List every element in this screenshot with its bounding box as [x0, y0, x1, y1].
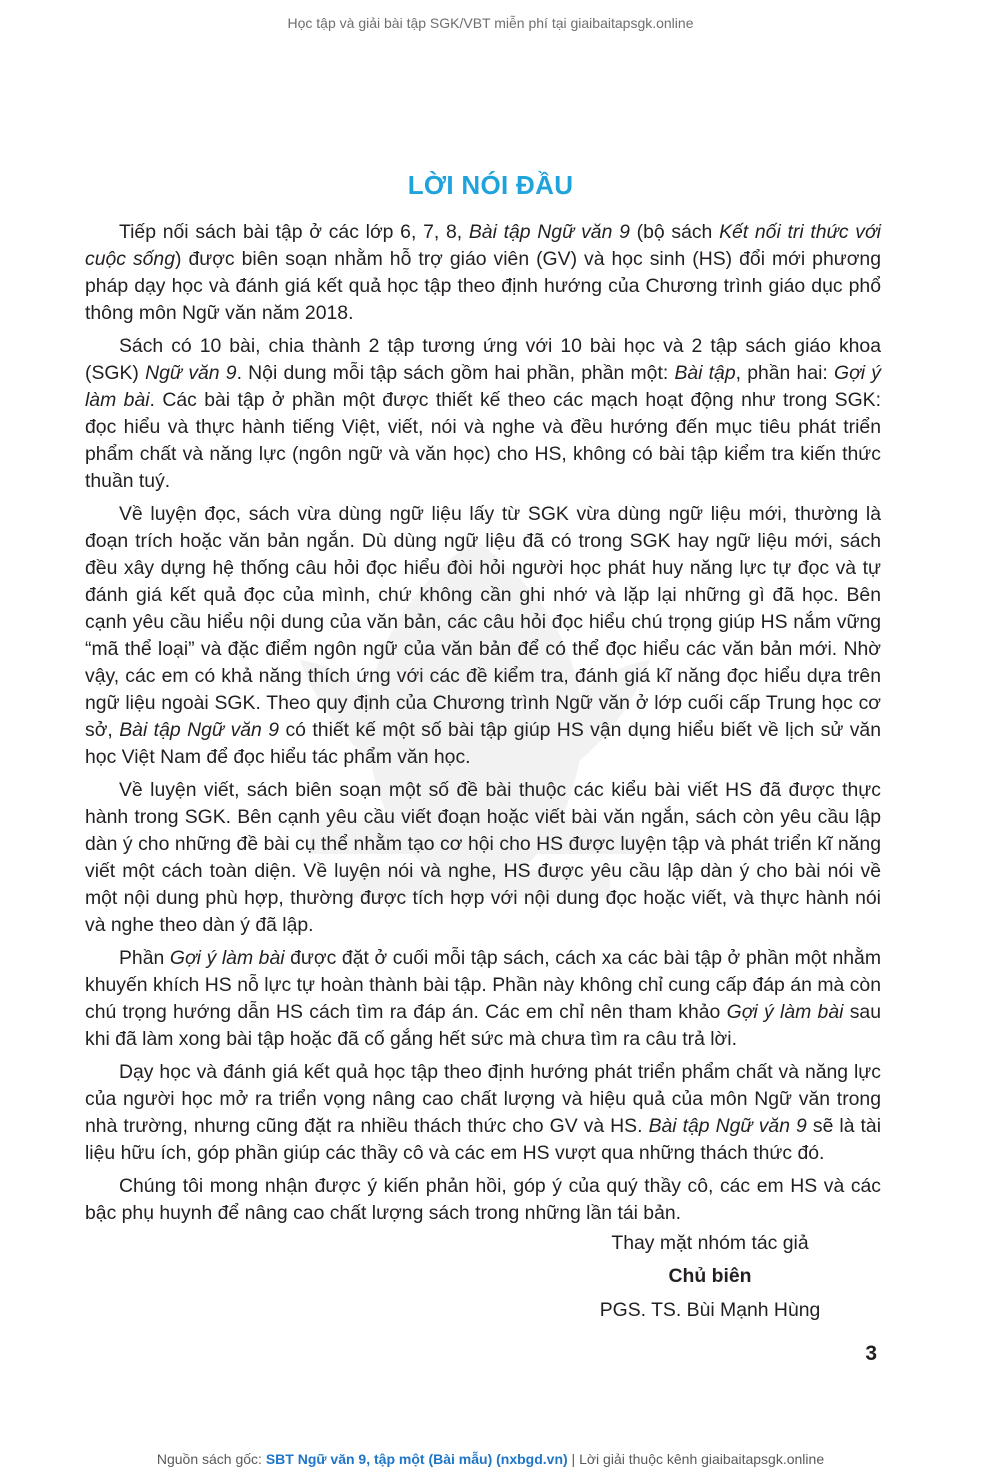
text-run: . Các bài tập ở phần một được thiết kế theo các mạch hoạt động như trong SGK: đọc hiểu và thực hành tiếng Việt, viết, nói và nghe và đều hướng đến mục tiêu phát triển phẩm chất và năng lực (ngôn ngữ và văn học) cho HS, không có bài tập kiểm tra kiến thức thuần tuý.	[85, 389, 882, 492]
footer-suffix: | Lời giải thuộc kênh giaibaitapsgk.online	[567, 1451, 825, 1467]
footer-prefix: Nguồn sách gốc:	[156, 1451, 266, 1467]
paragraph-7: Chúng tôi mong nhận được ý kiến phản hồi, góp ý của quý thầy cô, các em HS và các bậc phụ huynh để nâng cao chất lượng sách trong những lần tái bản.	[85, 1175, 881, 1224]
text-run: (bộ sách	[629, 221, 720, 243]
footer-source-link[interactable]: SBT Ngữ văn 9, tập một (Bài mẫu) (nxbgd.vn)	[265, 1451, 568, 1467]
italic-section-name: Bài tập	[674, 362, 736, 384]
italic-book-title: Ngữ văn 9	[145, 362, 237, 384]
text-run: Dạy học và đánh giá kết quả học tập theo định hướng phát triển phẩm chất và năng lực của người học mở ra triển vọng nâng cao chất lượng và hiệu quả của môn Ngữ văn trong nhà trường, nhưng cũng đặt ra nhiều thách thức cho GV và HS.	[85, 1061, 881, 1137]
signature-line-representative: Thay mặt nhóm tác giả	[611, 1232, 809, 1254]
text-run: ) được biên soạn nhằm hỗ trợ giáo viên (GV) và học sinh (HS) đổi mới phương pháp dạy học và đánh giá kết quả học tập theo định hướng của Chương trình giáo dục phổ thông môn Ngữ văn năm 2018.	[85, 248, 881, 324]
paragraph-6	[85, 1059, 881, 1167]
page-footer	[0, 1451, 981, 1467]
italic-section-name: Gợi ý làm bài	[85, 362, 881, 411]
text-run: Về luyện đọc, sách vừa dùng ngữ liệu lấy từ SGK vừa dùng ngữ liệu mới, thường là đoạn trích hoặc văn bản ngắn. Dù dùng ngữ liệu đã có trong SGK hay ngữ liệu mới, sách đều xây dựng hệ thống câu hỏi đọc hiểu đòi hỏi người học phát huy năng lực tự đọc và tự đánh giá kết quả đọc của mình, chứ không cần ghi nhớ và lặp lại những gì đã học. Bên cạnh yêu cầu hiểu nội dung của văn bản, các câu hỏi đọc hiểu chú trọng giúp HS nắm vững “mã thể loại” và đặc điểm ngôn ngữ của văn bản để có thể đọc hiểu các văn bản mới. Nhờ vậy, các em có khả năng thích ứng với các đề kiểm tra, đánh giá kĩ năng đọc hiểu dựa trên ngữ liệu ngoài SGK. Theo quy định của Chương trình Ngữ văn ở lớp cuối cấp Trung học cơ sở,	[85, 503, 881, 741]
text-run: Phần	[119, 947, 170, 969]
text-run: . Nội dung mỗi tập sách gồm hai phần, phần một:	[236, 362, 675, 384]
italic-section-name: Gợi ý làm bài	[726, 1001, 844, 1023]
text-run: sau khi đã làm xong bài tập hoặc đã cố gắng hết sức mà chưa tìm ra câu trả lời.	[85, 1001, 881, 1050]
paragraph-3	[85, 501, 881, 771]
italic-book-title: Bài tập Ngữ văn 9	[119, 719, 280, 741]
paragraph-5	[85, 945, 881, 1053]
page-header: Học tập và giải bài tập SGK/VBT miễn phí tại giaibaitapsgk.online	[287, 15, 694, 31]
text-run: Sách có 10 bài, chia thành 2 tập tương ứng với 10 bài học và 2 tập sách giáo khoa (SGK)	[85, 335, 881, 384]
italic-section-name: Gợi ý làm bài	[169, 947, 285, 969]
preface-body	[85, 219, 881, 1233]
text-run: có thiết kế một số bài tập giúp HS vận dụng hiểu biết về lịch sử văn học Việt Nam để đọc hiểu tác phẩm văn học.	[85, 719, 882, 768]
page-title: LỜI NÓI ĐẦU	[407, 170, 574, 200]
paragraph-2	[85, 333, 881, 495]
text-run: Tiếp nối sách bài tập ở các lớp 6, 7, 8,	[119, 221, 469, 243]
signature-line-role: Chủ biên	[668, 1265, 752, 1287]
paragraph-4: Về luyện viết, sách biên soạn một số đề bài thuộc các kiểu bài viết HS đã được thực hành trong SGK. Bên cạnh yêu cầu viết đoạn hoặc viết bài văn ngắn, sách còn yêu cầu lập dàn ý cho những đề bài cụ thể nhằm tạo cơ hội cho HS được luyện tập và phát triển kĩ năng viết một cách toàn diện. Về luyện nói và nghe, HS được yêu cầu lập dàn ý cho bài nói về một nội dung phù hợp, thường được tích hợp với nội dung đọc hoặc viết, và thực hành nói và nghe theo dàn ý đã lập.	[85, 779, 881, 936]
italic-book-title: Bài tập Ngữ văn 9	[468, 221, 630, 243]
paragraph-1	[85, 219, 881, 327]
text-run: , phần hai:	[735, 362, 834, 384]
italic-series-title: Kết nối tri thức với cuộc sống	[85, 221, 881, 270]
text-run: sẽ là tài liệu hữu ích, góp phần giúp các thầy cô và các em HS vượt qua những thách thức đó.	[85, 1115, 882, 1164]
text-run: được đặt ở cuối mỗi tập sách, cách xa các bài tập ở phần một nhằm khuyến khích HS nỗ lực tự hoàn thành bài tập. Phần này không chỉ cung cấp đáp án mà còn chú trọng hướng dẫn HS cách tìm ra đáp án. Các em chỉ nên tham khảo	[85, 947, 881, 1023]
page-number: 3	[865, 1342, 877, 1365]
signature-line-name: PGS. TS. Bùi Mạnh Hùng	[599, 1299, 821, 1321]
italic-book-title: Bài tập Ngữ văn 9	[648, 1115, 807, 1137]
